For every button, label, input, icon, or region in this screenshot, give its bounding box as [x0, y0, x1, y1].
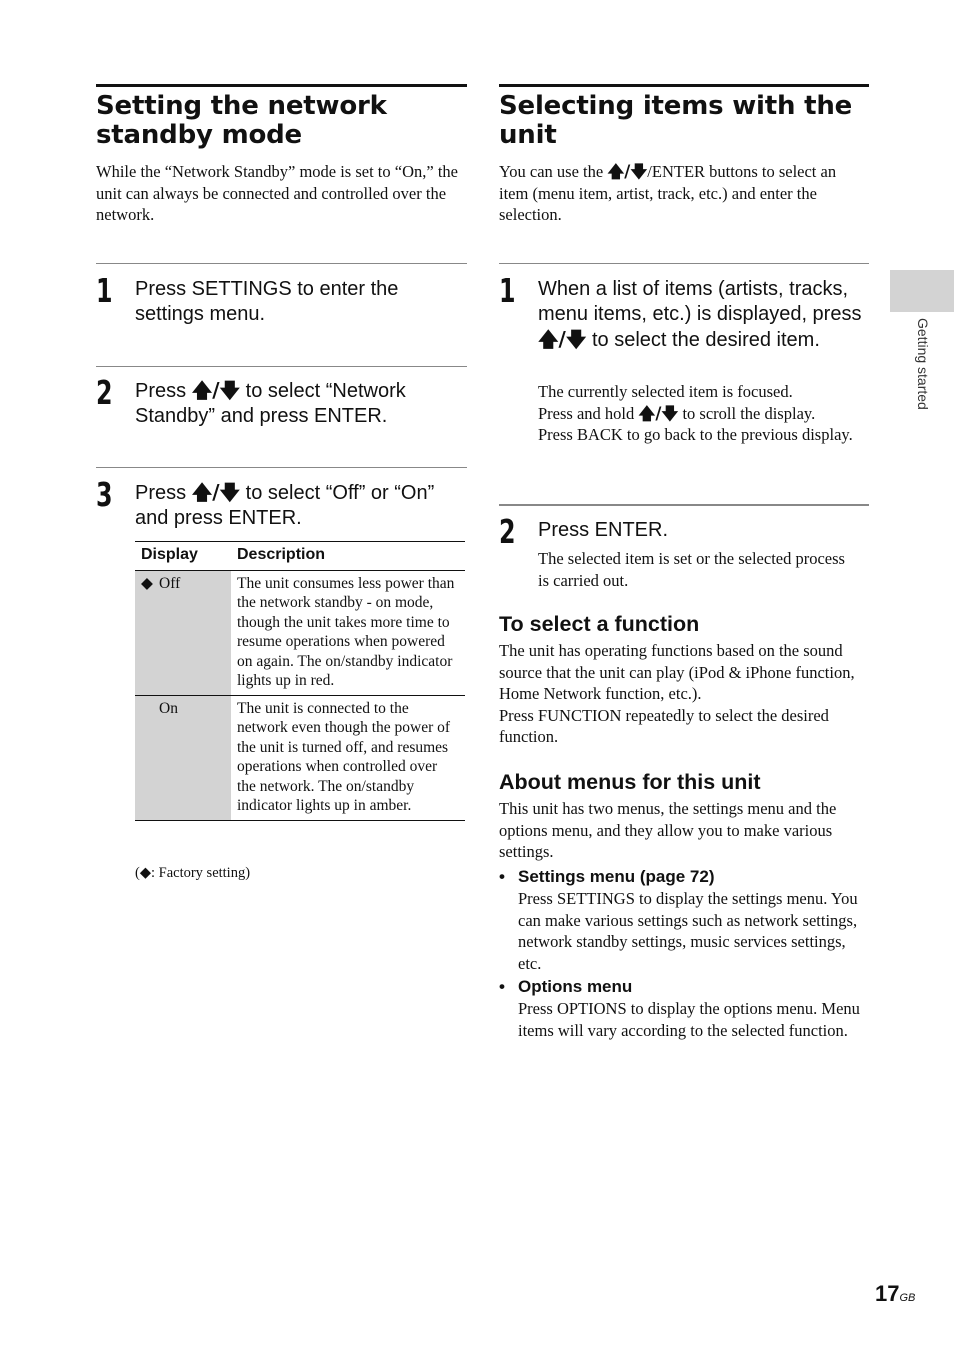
step-details: The selected item is set or the selected process is carried out.	[538, 549, 845, 590]
step-divider	[96, 467, 467, 468]
step-divider	[96, 263, 467, 264]
step-number: 1	[96, 271, 113, 310]
bullet-icon: •	[499, 867, 505, 886]
page-number: 17GB	[875, 1281, 916, 1306]
list-item-body: Press OPTIONS to display the options menu. Menu items will vary according to the selected function.	[518, 999, 860, 1040]
display-cell: On	[135, 695, 231, 820]
step-divider	[499, 504, 869, 506]
up-down-arrow-icon: 🡅/🡇	[638, 403, 679, 423]
up-down-arrow-icon: 🡅/🡇	[538, 327, 587, 351]
step-text: Press 🡅/🡇 to select “Network Standby” and press ENTER.	[135, 378, 406, 427]
list-item	[499, 976, 869, 1041]
table-footnote: (◆: Factory setting)	[135, 865, 251, 881]
left-section-title: Setting the network standby mode	[96, 91, 387, 150]
left-title-rule	[96, 84, 467, 87]
table-row	[135, 570, 465, 695]
table-row	[135, 695, 465, 820]
step-text: Press 🡅/🡇 to select “Off” or “On” and press ENTER.	[135, 480, 435, 529]
step-number: 3	[96, 475, 113, 514]
description-cell: The unit consumes less power than the network standby - on mode, though the unit takes more time to resume operations when powered on again. The on/standby indicator lights up in red.	[231, 570, 465, 695]
list-item	[499, 866, 869, 974]
step-number: 1	[499, 271, 516, 310]
column-header-display: Display	[135, 542, 231, 571]
factory-setting-mark-icon: ◆	[141, 574, 153, 592]
description-cell: The unit is connected to the network even though the power of the unit is turned off, and resumes operations when controlled over the network. The on/standby indicator lights up in amber.	[231, 695, 465, 820]
list-item-body: Press SETTINGS to display the settings menu. You can make various settings such as network settings, network standby settings, music services settings, etc.	[518, 889, 858, 973]
standby-settings-table	[135, 541, 465, 821]
right-intro: You can use the 🡅/🡇/ENTER buttons to select an item (menu item, artist, track, etc.) and enter the selection.	[499, 162, 837, 224]
function-heading: To select a function	[499, 612, 700, 636]
right-section-title: Selecting items with the unit	[499, 91, 853, 150]
column-header-description: Description	[231, 542, 465, 571]
display-cell: ◆ Off	[135, 570, 231, 695]
step-number: 2	[499, 512, 516, 551]
list-item-heading: Options menu	[518, 977, 633, 996]
step-number: 2	[96, 373, 113, 412]
up-down-arrow-icon: 🡅/🡇	[607, 162, 648, 181]
menus-intro: This unit has two menus, the settings menu and the options menu, and they allow you to make various settings.	[499, 799, 837, 861]
step-text: Press SETTINGS to enter the settings menu.	[135, 278, 399, 325]
step-divider	[499, 263, 869, 264]
bullet-icon: •	[499, 977, 505, 996]
section-side-tab	[890, 270, 954, 312]
right-title-rule	[499, 84, 869, 87]
function-text: The unit has operating functions based on the sound source that the unit can play (iPod & iPhone function, Home Network function, etc.). Press FUNCTION repeatedly to select the desired function.	[499, 641, 855, 746]
step-divider	[96, 366, 467, 367]
up-down-arrow-icon: 🡅/🡇	[191, 480, 241, 504]
menus-heading: About menus for this unit	[499, 770, 761, 794]
left-intro: While the “Network Standby” mode is set to “On,” the unit can always be connected and controlled over the network.	[96, 162, 458, 224]
step-text: When a list of items (artists, tracks, menu items, etc.) is displayed, press 🡅/🡇 to select the desired item.	[538, 278, 862, 351]
list-item-heading: Settings menu (page 72)	[518, 867, 715, 886]
section-side-label: Getting started	[915, 318, 931, 410]
up-down-arrow-icon: 🡅/🡇	[191, 378, 241, 402]
step-details: The currently selected item is focused. Press and hold 🡅/🡇 to scroll the display. Press BACK to go back to the previous display.	[538, 382, 853, 444]
step-text: Press ENTER.	[538, 519, 669, 541]
